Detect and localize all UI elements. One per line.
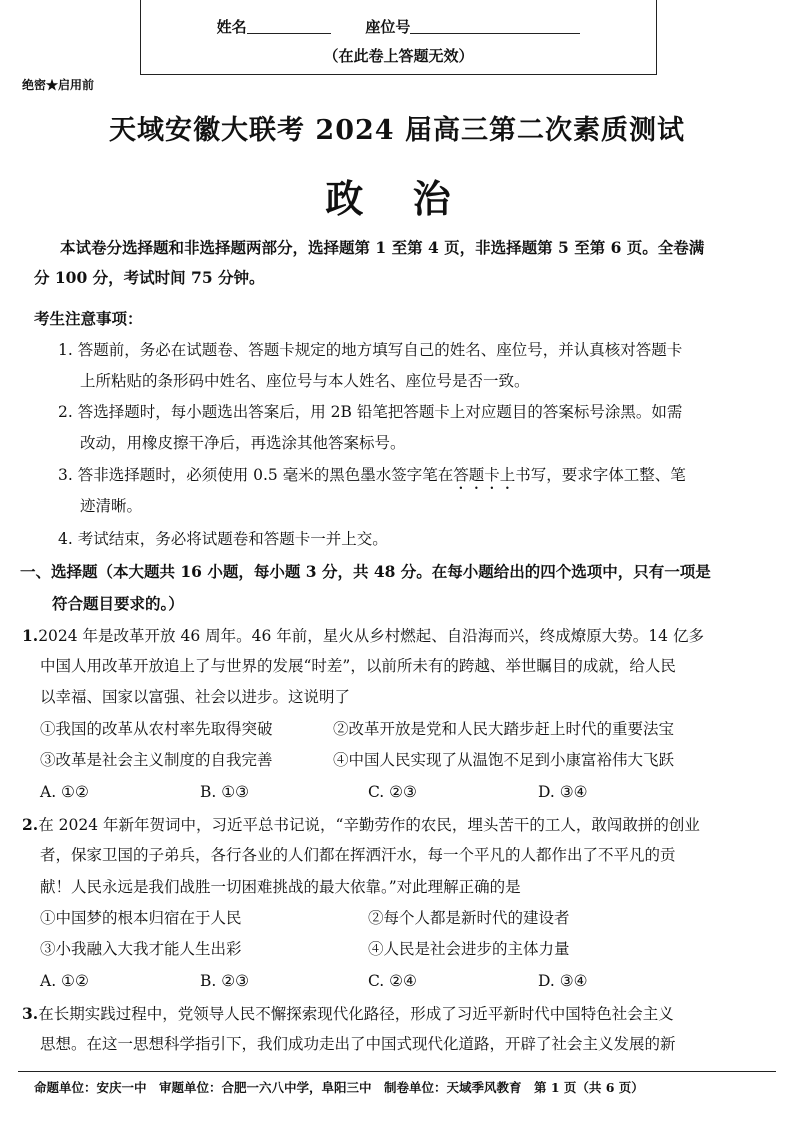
q2-stem-line-1 (22, 809, 700, 841)
q3-number: 3. (22, 1004, 39, 1023)
footer-divider (18, 1071, 776, 1072)
q1-statement-2: ②改革开放是党和人民大踏步赶上时代的重要法宝 (333, 720, 675, 738)
subject-title: 政 治 (325, 176, 469, 221)
q1-stem-line-2: 中国人用改革开放追上了与世界的发展“时差”，以前所未有的跨越、举世瞩目的成就，给人民 (40, 657, 676, 675)
notice-item-3-emphasis: 答题卡上 (453, 466, 516, 484)
q1-option-c[interactable]: C. ②③ (368, 783, 417, 801)
q1-option-d[interactable]: D. ③④ (538, 783, 588, 801)
q1-statement-4: ④中国人民实现了从温饱不足到小康富裕伟大飞跃 (333, 751, 675, 769)
secret-mark: 绝密★启用前 (22, 78, 95, 92)
q2-option-d[interactable]: D. ③④ (538, 972, 588, 990)
q2-stem-line-2: 者，保家卫国的子弟兵，各行各业的人们都在挥洒汗水，每一个平凡的人都作出了不平凡的贡 (40, 846, 676, 864)
intro-line-1: 本试卷分选择题和非选择题两部分，选择题第 1 至第 4 页，非选择题第 5 至第 6 页。全卷满 (60, 238, 705, 257)
q3-text-1: 在长期实践过程中，党领导人民不懈探索现代化路径，形成了习近平新时代中国特色社会主义 (38, 1005, 674, 1023)
q2-option-b[interactable]: B. ②③ (200, 972, 250, 990)
page-footer: 命题单位：安庆一中 审题单位：合肥一六八中学，阜阳三中 制卷单位：天域季风教育 第 1 页（共 6 页） (34, 1080, 644, 1095)
q2-stem-line-3: 献！人民永远是我们战胜一切困难挑战的最大依靠。”对此理解正确的是 (40, 878, 521, 896)
candidate-info-box (140, 0, 657, 75)
q2-statement-4: ④人民是社会进步的主体力量 (368, 940, 570, 958)
exam-title: 天域安徽大联考 2024 届高三第二次素质测试 (109, 115, 685, 146)
name-label: 姓名 (216, 18, 247, 36)
invalid-answer-note: （在此卷上答题无效） (323, 47, 474, 65)
q2-option-c[interactable]: C. ②④ (368, 972, 417, 990)
q2-text-1: 在 2024 年新年贺词中，习近平总书记说，“辛勤劳作的农民，埋头苦干的工人，敢闯敢拼的创业 (38, 816, 700, 834)
q1-statement-1: ①我国的改革从农村率先取得突破 (40, 720, 273, 738)
section-1-line-1: 一、选择题（本大题共 16 小题，每小题 3 分，共 48 分。在每小题给出的四个选项中，只有一项是 (20, 562, 711, 581)
q1-text-1: 2024 年是改革开放 46 周年。46 年前，星火从乡村燃起、自沿海而兴，终成燎原大势。14 亿多 (38, 627, 704, 645)
intro-line-2: 分 100 分，考试时间 75 分钟。 (34, 268, 265, 287)
candidate-fields (141, 16, 656, 37)
q1-statement-3: ③改革是社会主义制度的自我完善 (40, 751, 273, 769)
notice-item-1-line-2: 上所粘贴的条形码中姓名、座位号与本人姓名、座位号是否一致。 (80, 372, 530, 390)
q1-number: 1. (22, 626, 39, 645)
q2-statement-2: ②每个人都是新时代的建设者 (368, 909, 570, 927)
name-field[interactable] (247, 19, 331, 34)
notice-item-3-post: 书写，要求字体工整、笔 (515, 466, 686, 484)
notice-item-3-line-1 (58, 460, 686, 493)
notice-item-1-line-1: 1. 答题前，务必在试题卷、答题卡规定的地方填写自己的姓名、座位号，并认真核对答题卡 (58, 341, 683, 359)
notice-heading: 考生注意事项： (34, 309, 143, 328)
q3-stem-line-2: 思想。在这一思想科学指引下，我们成功走出了中国式现代化道路，开辟了社会主义发展的新 (40, 1035, 676, 1053)
q3-stem-line-1 (22, 998, 674, 1030)
q1-option-a[interactable]: A. ①② (40, 783, 89, 801)
q2-statement-1: ①中国梦的根本归宿在于人民 (40, 909, 242, 927)
seat-field[interactable] (410, 19, 580, 34)
notice-item-3-line-2: 迹清晰。 (80, 497, 143, 515)
q1-option-b[interactable]: B. ①③ (200, 783, 250, 801)
q2-option-a[interactable]: A. ①② (40, 972, 89, 990)
q2-number: 2. (22, 815, 39, 834)
q1-stem-line-1 (22, 620, 704, 652)
section-1-line-2: 符合题目要求的。） (52, 594, 184, 613)
notice-item-2-line-2: 改动，用橡皮擦干净后，再选涂其他答案标号。 (80, 434, 406, 452)
notice-item-3-pre: 3. 答非选择题时，必须使用 0.5 毫米的黑色墨水签字笔在 (58, 466, 454, 484)
notice-item-2-line-1: 2. 答选择题时，每小题选出答案后，用 2B 铅笔把答题卡上对应题目的答案标号涂黑。如需 (58, 403, 683, 421)
q2-statement-3: ③小我融入大我才能人生出彩 (40, 940, 242, 958)
notice-item-4: 4. 考试结束，务必将试题卷和答题卡一并上交。 (58, 530, 388, 548)
q1-stem-line-3: 以幸福、国家以富强、社会以进步。这说明了 (40, 688, 351, 706)
seat-label: 座位号 (365, 18, 411, 36)
